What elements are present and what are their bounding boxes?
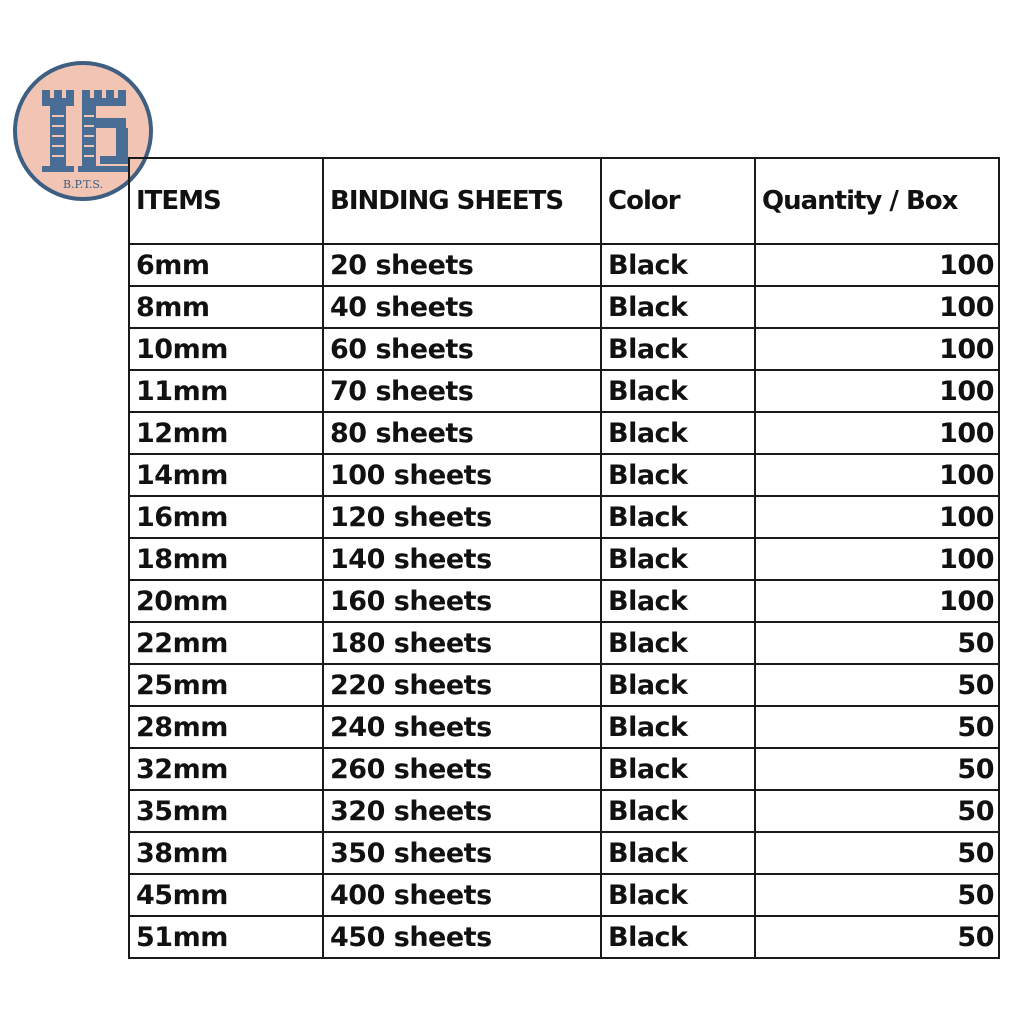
table-row [129, 244, 999, 286]
cell-quantity: 100 [755, 286, 999, 328]
table-row [129, 538, 999, 580]
cell-binding-sheets: 400 sheets [323, 874, 601, 916]
cell-quantity: 50 [755, 622, 999, 664]
table-row [129, 748, 999, 790]
cell-binding-sheets: 60 sheets [323, 328, 601, 370]
cell-item-size: 12mm [129, 412, 323, 454]
header-binding-sheets: BINDING SHEETS [323, 158, 601, 244]
table-row [129, 454, 999, 496]
cell-item-size: 25mm [129, 664, 323, 706]
cell-color: Black [601, 454, 755, 496]
cell-color: Black [601, 370, 755, 412]
cell-quantity: 100 [755, 412, 999, 454]
table-header-row [129, 158, 999, 244]
cell-binding-sheets: 180 sheets [323, 622, 601, 664]
cell-color: Black [601, 748, 755, 790]
binding-spec-table [128, 157, 1000, 959]
cell-item-size: 45mm [129, 874, 323, 916]
cell-quantity: 100 [755, 496, 999, 538]
cell-binding-sheets: 80 sheets [323, 412, 601, 454]
cell-item-size: 32mm [129, 748, 323, 790]
header-color: Color [601, 158, 755, 244]
cell-quantity: 50 [755, 874, 999, 916]
cell-color: Black [601, 244, 755, 286]
cell-binding-sheets: 160 sheets [323, 580, 601, 622]
cell-color: Black [601, 538, 755, 580]
cell-item-size: 11mm [129, 370, 323, 412]
cell-binding-sheets: 20 sheets [323, 244, 601, 286]
cell-item-size: 6mm [129, 244, 323, 286]
cell-binding-sheets: 320 sheets [323, 790, 601, 832]
cell-item-size: 8mm [129, 286, 323, 328]
cell-binding-sheets: 220 sheets [323, 664, 601, 706]
cell-item-size: 20mm [129, 580, 323, 622]
cell-color: Black [601, 706, 755, 748]
cell-color: Black [601, 496, 755, 538]
cell-color: Black [601, 328, 755, 370]
cell-item-size: 18mm [129, 538, 323, 580]
cell-quantity: 50 [755, 706, 999, 748]
cell-quantity: 50 [755, 664, 999, 706]
cell-color: Black [601, 286, 755, 328]
cell-quantity: 100 [755, 328, 999, 370]
cell-color: Black [601, 412, 755, 454]
cell-quantity: 100 [755, 244, 999, 286]
cell-item-size: 22mm [129, 622, 323, 664]
table-row [129, 496, 999, 538]
table-row [129, 664, 999, 706]
cell-binding-sheets: 140 sheets [323, 538, 601, 580]
table-row [129, 370, 999, 412]
table-row [129, 874, 999, 916]
cell-binding-sheets: 100 sheets [323, 454, 601, 496]
table-row [129, 622, 999, 664]
cell-color: Black [601, 790, 755, 832]
table-row [129, 328, 999, 370]
cell-binding-sheets: 450 sheets [323, 916, 601, 958]
cell-item-size: 38mm [129, 832, 323, 874]
cell-quantity: 50 [755, 790, 999, 832]
cell-quantity: 100 [755, 580, 999, 622]
cell-color: Black [601, 832, 755, 874]
table-row [129, 580, 999, 622]
cell-color: Black [601, 916, 755, 958]
cell-color: Black [601, 622, 755, 664]
table-row [129, 412, 999, 454]
table-row [129, 790, 999, 832]
cell-binding-sheets: 120 sheets [323, 496, 601, 538]
cell-item-size: 16mm [129, 496, 323, 538]
cell-item-size: 14mm [129, 454, 323, 496]
cell-binding-sheets: 350 sheets [323, 832, 601, 874]
cell-item-size: 10mm [129, 328, 323, 370]
cell-item-size: 28mm [129, 706, 323, 748]
table-row [129, 706, 999, 748]
header-items: ITEMS [129, 158, 323, 244]
cell-quantity: 100 [755, 538, 999, 580]
cell-binding-sheets: 70 sheets [323, 370, 601, 412]
cell-binding-sheets: 40 sheets [323, 286, 601, 328]
logo-text: B.P.T.S. [62, 178, 104, 191]
cell-color: Black [601, 664, 755, 706]
table-row [129, 832, 999, 874]
cell-quantity: 100 [755, 370, 999, 412]
cell-quantity: 100 [755, 454, 999, 496]
cell-quantity: 50 [755, 832, 999, 874]
table-body [129, 244, 999, 958]
cell-binding-sheets: 240 sheets [323, 706, 601, 748]
cell-color: Black [601, 874, 755, 916]
cell-item-size: 35mm [129, 790, 323, 832]
cell-quantity: 50 [755, 748, 999, 790]
cell-binding-sheets: 260 sheets [323, 748, 601, 790]
cell-quantity: 50 [755, 916, 999, 958]
header-quantity-box: Quantity / Box [755, 158, 999, 244]
table-row [129, 916, 999, 958]
cell-color: Black [601, 580, 755, 622]
cell-item-size: 51mm [129, 916, 323, 958]
table-row [129, 286, 999, 328]
